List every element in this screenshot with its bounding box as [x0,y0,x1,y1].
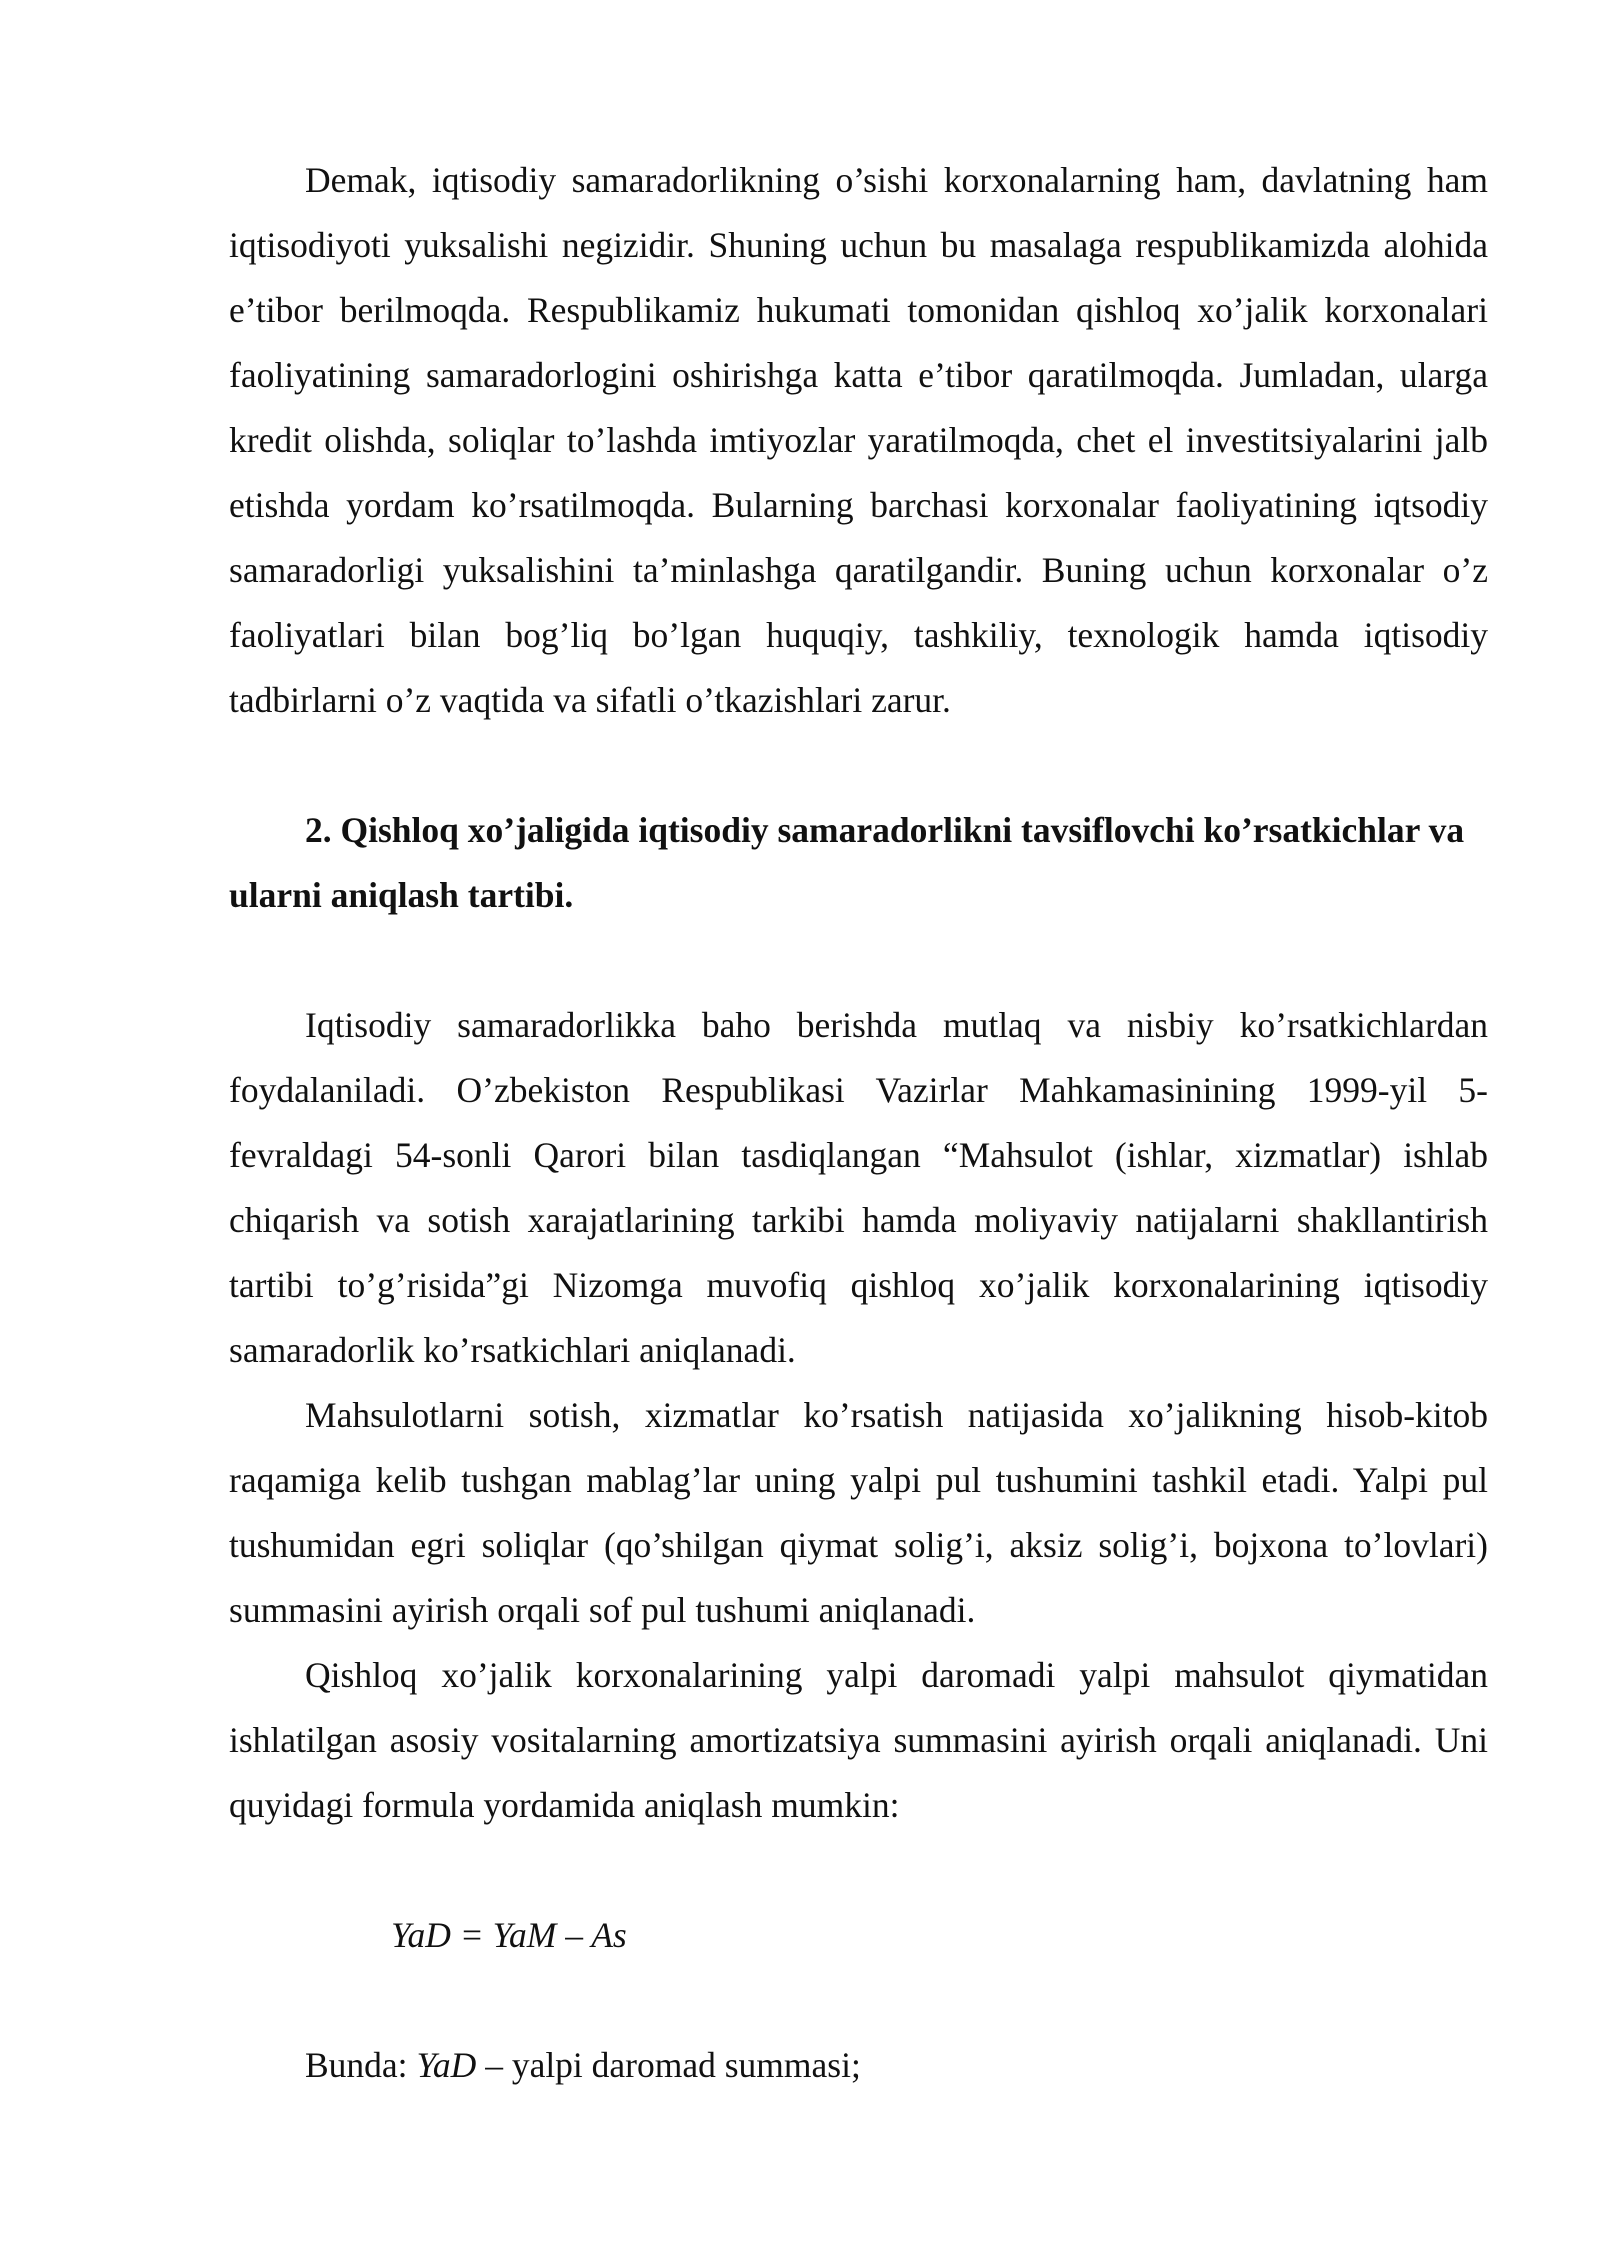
legend-prefix: Bunda: [305,2045,417,2085]
paragraph-efficiency-growth: Demak, iqtisodiy samaradorlikning o’sishi korxonalarning ham, davlatning ham iqtisodiyoti yuksalishi negizidir. Shuning uchun bu masalaga respublikamizda alohida e’tibor berilmoqda. Respublikamiz hukumati tomonidan qishloq xo’jalik korxonalari faoliyatining samaradorlogini oshirishga katta e’tibor qaratilmoqda. Jumladan, ularga kredit olishda, soliqlar to’lashda imtiyozlar yaratilmoqda, chet el investitsiyalarini jalb etishda yordam ko’rsatilmoqda. Bularning barchasi korxonalar faoliyatining iqtsodiy samaradorligi yuksalishini ta’minlashga qaratilgandir. Buning uchun korxonalar o’z faoliyatlari bilan bog’liq bo’lgan huquqiy, tashkiliy, texnologik hamda iqtisodiy tadbirlarni o’z vaqtida va sifatli o’tkazishlari zarur. [229,160,1488,720]
formula-gross-income: YaD = YaM – As [391,1915,627,1955]
legend-symbol: YaD [416,2045,477,2085]
paragraph-indicators: Iqtisodiy samaradorlikka baho berishda mutlaq va nisbiy ko’rsatkichlardan foydalaniladi. O’zbekiston Respublikasi Vazirlar Mahkamasinining 1999-yil 5-fevraldagi 54-sonli Qarori bilan tasdiqlangan “Mahsulot (ishlar, xizmatlar) ishlab chiqarish va sotish xarajatlarining tarkibi hamda moliyaviy natijalarni shakllantirish tartibi to’g’risida”gi Nizomga muvofiq qishloq xo’jalik korxonalarining iqtisodiy samaradorlik ko’rsatkichlari aniqlanadi. [229,1005,1488,1370]
paragraph-gross-revenue: Mahsulotlarni sotish, xizmatlar ko’rsatish natijasida xo’jalikning hisob-kitob raqamiga kelib tushgan mablag’lar uning yalpi pul tushumini tashkil etadi. Yalpi pul tushumidan egri soliqlar (qo’shilgan qiymat solig’i, aksiz solig’i, bojxona to’lovlari) summasini ayirish orqali sof pul tushumi aniqlanadi. [229,1395,1488,1630]
legend-definition: – yalpi daromad summasi; [476,2045,861,2085]
formula-legend [229,2033,1488,2098]
section-heading: 2. Qishloq xo’jaligida iqtisodiy samaradorlikni tavsiflovchi ko’rsatkichlar va ularni aniqlash tartibi. [229,810,1465,915]
document-body [229,148,1488,2098]
paragraph-gross-income: Qishloq xo’jalik korxonalarining yalpi daromadi yalpi mahsulot qiymatidan ishlatilgan asosiy vositalarning amortizatsiya summasini ayirish orqali aniqlanadi. Uni quyidagi formula yordamida aniqlash mumkin: [229,1655,1488,1825]
